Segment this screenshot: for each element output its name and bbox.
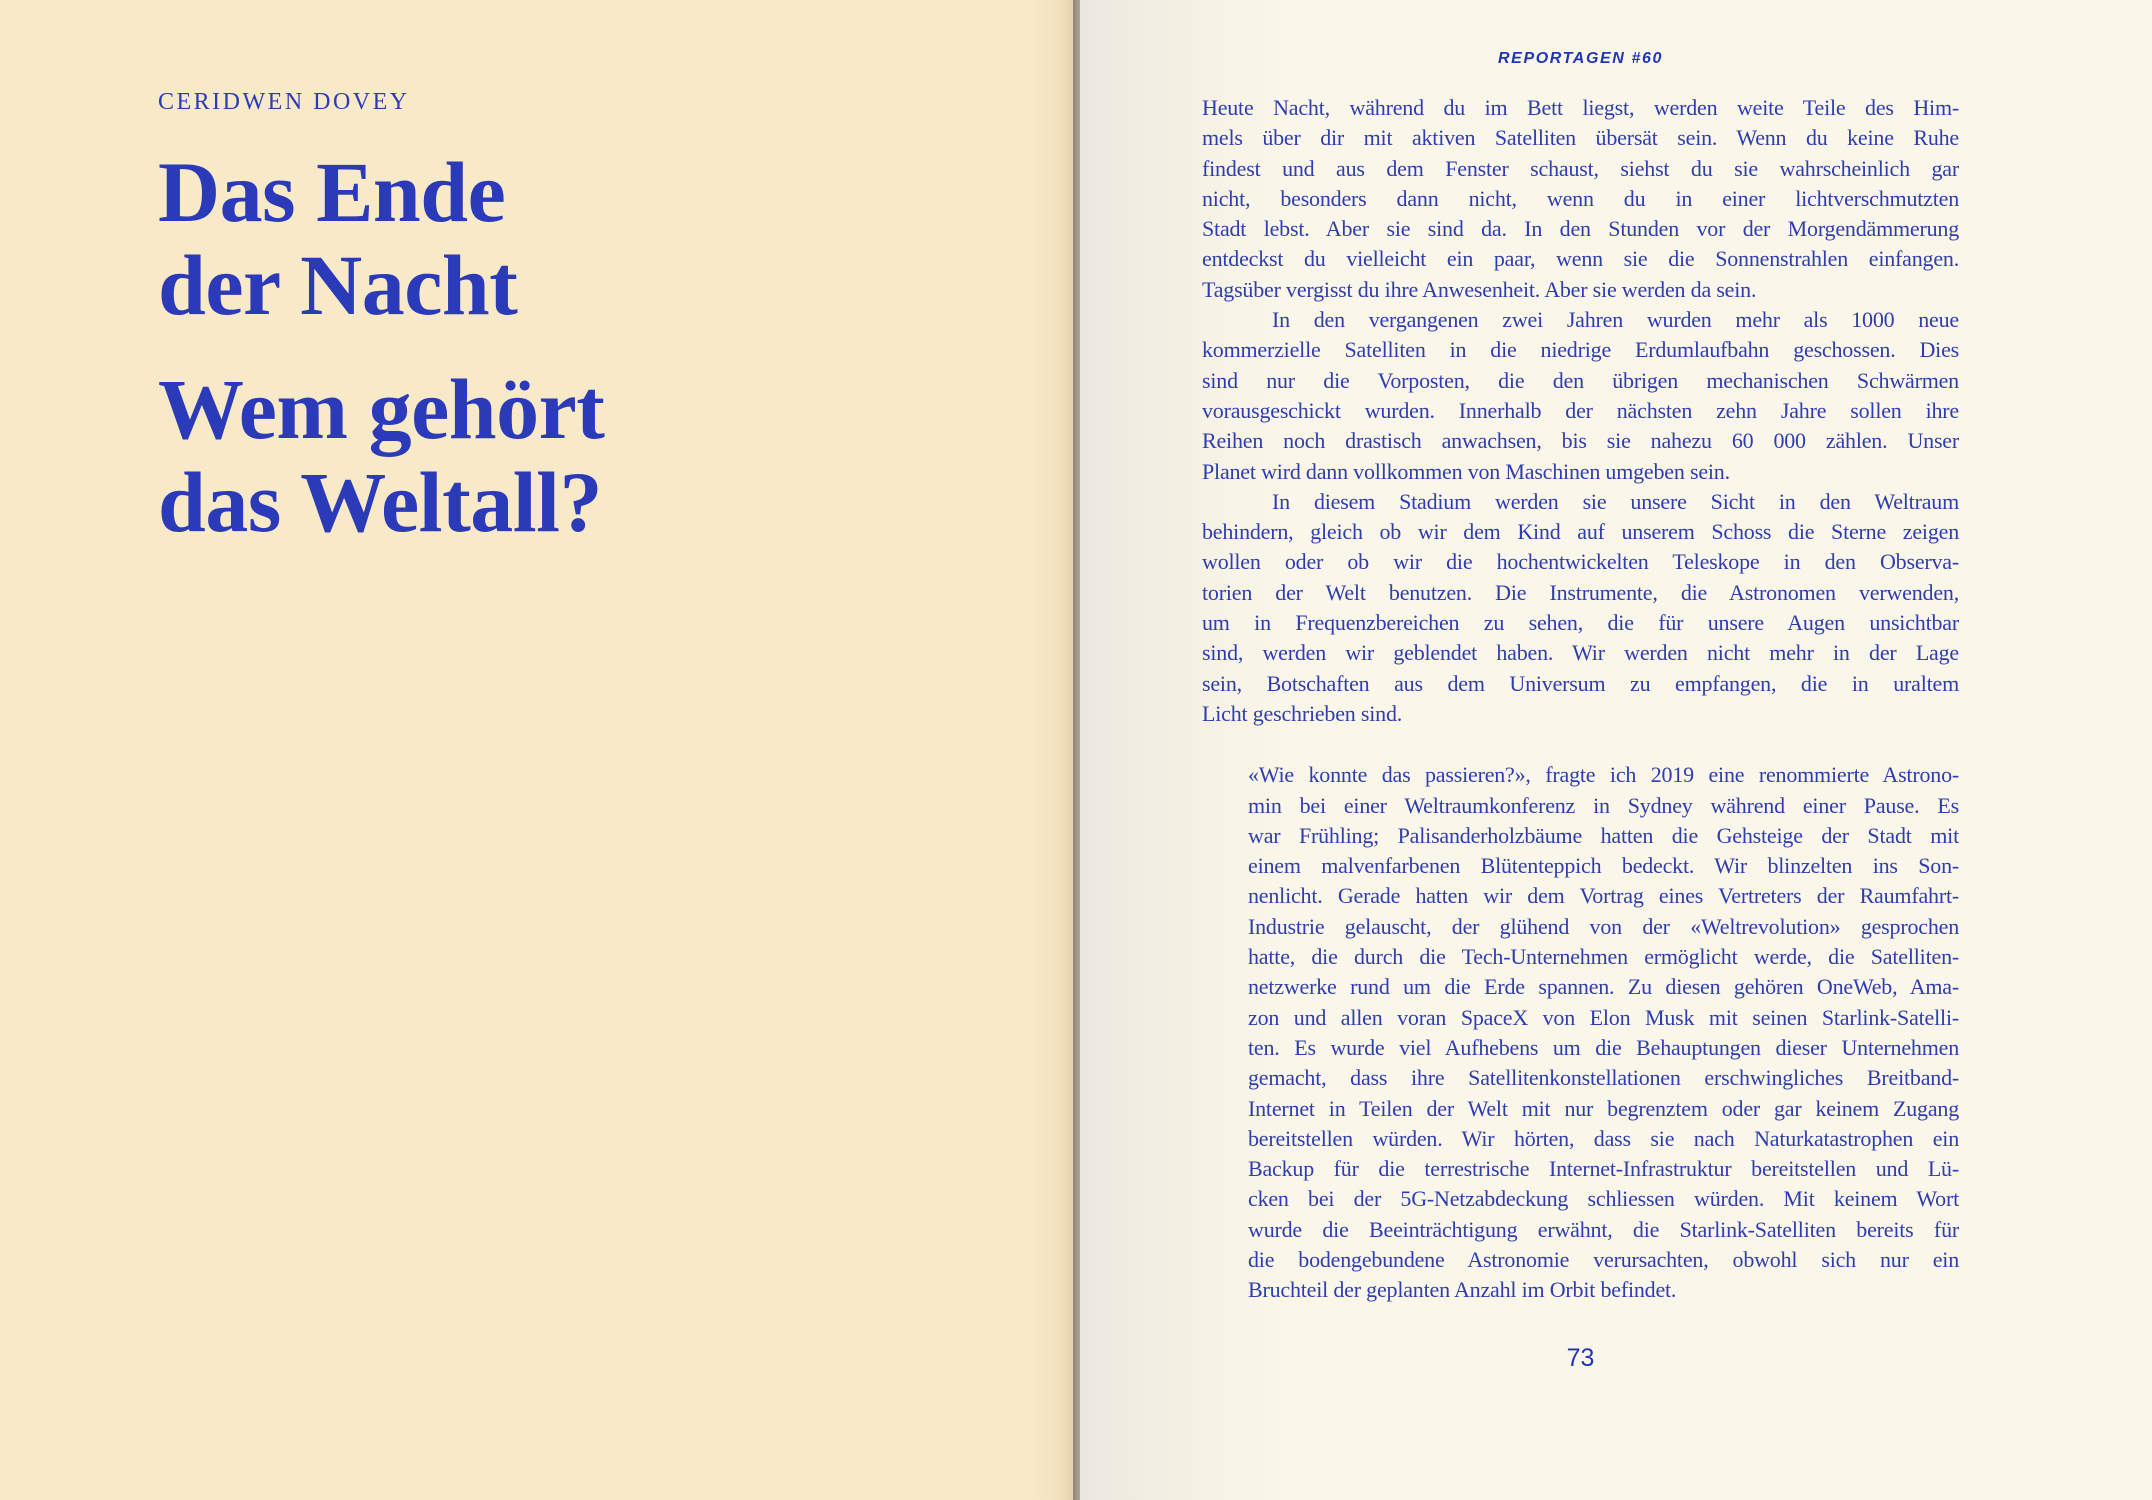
text-line: min bei einer Weltraumkonferenz in Sydney während einer Pause. Es: [1248, 792, 1959, 818]
text-line: Bruchteil der geplanten Anzahl im Orbit befindet.: [1248, 1277, 1677, 1303]
title-line-2: der Nacht: [158, 237, 518, 333]
text-line: netzwerke rund um die Erde spannen. Zu diesen gehören OneWeb, Ama-: [1248, 974, 1959, 1000]
text-line: nicht, besonders dann nicht, wenn du in einer lichtverschmutzten: [1202, 185, 1959, 211]
text-line: gemacht, dass ihre Satellitenkonstellationen erschwingliches Breitband-: [1248, 1065, 1959, 1091]
text-line: Tagsüber vergisst du ihre Anwesenheit. Aber sie werden da sein.: [1202, 276, 1757, 302]
running-head: REPORTAGEN #60: [1498, 50, 1663, 67]
text-line: vorausgeschickt wurden. Innerhalb der nächsten zehn Jahre sollen ihre: [1202, 397, 1959, 423]
page-number: 73: [1566, 1344, 1595, 1372]
text-line: zon und allen voran SpaceX von Elon Musk mit seinen Starlink-Satelli-: [1248, 1004, 1959, 1030]
text-line: findest und aus dem Fenster schaust, siehst du sie wahrscheinlich gar: [1202, 155, 1959, 181]
right-page: [1080, 0, 2152, 1500]
text-line: Stadt lebst. Aber sie sind da. In den Stunden vor der Morgendämmerung: [1202, 216, 1959, 242]
body-paragraph: [1202, 93, 1959, 305]
text-line: nenlicht. Gerade hatten wir dem Vortrag eines Vertreters der Raumfahrt-: [1248, 883, 1959, 909]
text-line: Planet wird dann vollkommen von Maschinen umgeben sein.: [1202, 458, 1730, 484]
text-line: wurde die Beeinträchtigung erwähnt, die Starlink-Satelliten bereits für: [1248, 1216, 1959, 1242]
article-body: [1202, 93, 1959, 1306]
text-line: kommerzielle Satelliten in die niedrige Erdumlaufbahn geschossen. Dies: [1202, 337, 1959, 363]
body-paragraph: [1202, 487, 1959, 729]
text-line: In diesem Stadium werden sie unsere Sicht in den Weltraum: [1272, 488, 1959, 514]
author-name: CERIDWEN DOVEY: [158, 89, 410, 115]
text-line: Industrie gelauscht, der glühend von der «Weltrevolution» gesprochen: [1248, 913, 1959, 939]
title-area: [158, 146, 604, 549]
text-line: torien der Welt benutzen. Die Instrumente, die Astronomen verwenden,: [1202, 579, 1959, 605]
text-line: sind nur die Vorposten, die den übrigen mechanischen Schwärmen: [1202, 367, 1959, 393]
text-line: um in Frequenzbereichen zu sehen, die für unsere Augen unsichtbar: [1202, 610, 1959, 636]
body-paragraph: [1202, 305, 1959, 487]
text-line: sein, Botschaften aus dem Universum zu empfangen, die in uraltem: [1202, 670, 1959, 696]
text-line: hatte, die durch die Tech-Unternehmen ermöglicht werde, die Satelliten-: [1248, 944, 1959, 970]
subtitle-line-2: das Weltall?: [158, 454, 602, 550]
text-line: ten. Es wurde viel Aufhebens um die Behauptungen dieser Unternehmen: [1248, 1034, 1959, 1060]
text-line: entdeckst du vielleicht ein paar, wenn sie die Sonnenstrahlen einfangen.: [1202, 246, 1959, 272]
text-line: mels über dir mit aktiven Satelliten übersät sein. Wenn du keine Ruhe: [1202, 125, 1959, 151]
page-gutter: [1073, 0, 1080, 1500]
article-subtitle: [158, 363, 604, 549]
text-line: Reihen noch drastisch anwachsen, bis sie nahezu 60 000 zählen. Unser: [1202, 428, 1959, 454]
text-line: Heute Nacht, während du im Bett liegst, werden weite Teile des Him-: [1202, 95, 1959, 120]
title-line-1: Das Ende: [158, 144, 506, 240]
text-line: Licht geschrieben sind.: [1202, 700, 1403, 726]
text-line: In den vergangenen zwei Jahren wurden mehr als 1000 neue: [1272, 307, 1959, 333]
text-line: einem malvenfarbenen Blütenteppich bedeckt. Wir blinzelten ins Son-: [1248, 853, 1959, 879]
text-line: bereitstellen würden. Wir hörten, dass sie nach Naturkatastrophen ein: [1248, 1125, 1959, 1151]
text-line: sind, werden wir geblendet haben. Wir werden nicht mehr in der Lage: [1202, 640, 1959, 666]
text-line: die bodengebundene Astronomie verursachten, obwohl sich nur ein: [1248, 1246, 1959, 1272]
text-line: war Frühling; Palisanderholzbäume hatten die Gehsteige der Stadt mit: [1248, 822, 1959, 848]
subtitle-line-1: Wem gehört: [158, 361, 605, 457]
text-line: cken bei der 5G-Netzabdeckung schliessen würden. Mit keinem Wort: [1248, 1186, 1959, 1212]
text-line: Backup für die terrestrische Internet-Infrastruktur bereitstellen und Lü-: [1248, 1156, 1959, 1182]
text-line: wollen oder ob wir die hochentwickelten Teleskope in den Observa-: [1202, 549, 1959, 575]
quote-paragraph: [1248, 760, 1959, 1305]
text-line: «Wie konnte das passieren?», fragte ich 2019 eine renommierte Astrono-: [1248, 762, 1959, 788]
article-title: [158, 146, 604, 332]
text-line: behindern, gleich ob wir dem Kind auf unserem Schoss die Sterne zeigen: [1202, 519, 1959, 545]
text-line: Internet in Teilen der Welt mit nur begrenztem oder gar keinem Zugang: [1248, 1095, 1959, 1121]
left-page: [0, 0, 1073, 1500]
